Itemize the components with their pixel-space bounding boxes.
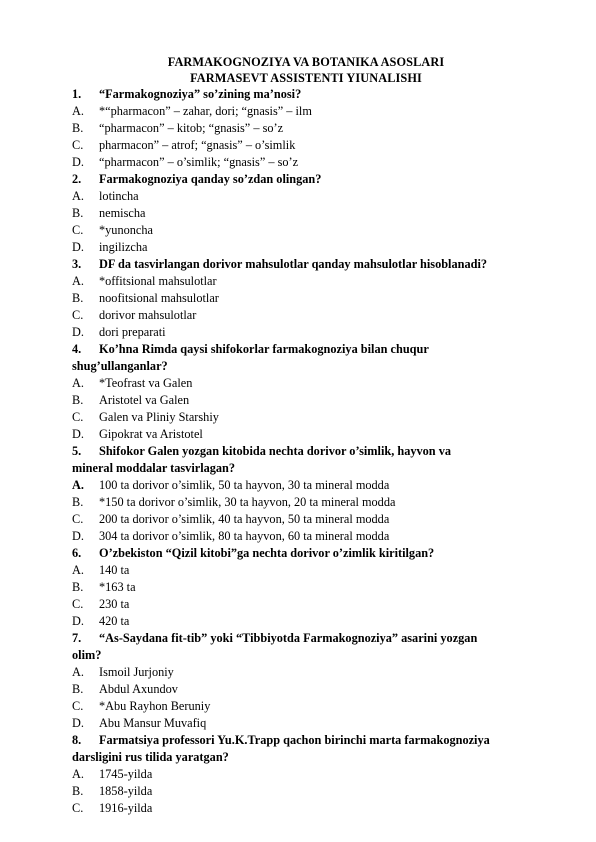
question-5 xyxy=(72,443,540,477)
question-number: 7. xyxy=(72,631,82,645)
option-text: 304 ta dorivor o’simlik, 80 ta hayvon, 60 ta mineral modda xyxy=(99,529,390,543)
option-text: noofitsional mahsulotlar xyxy=(99,291,219,305)
option-text: dori preparati xyxy=(99,325,166,339)
option-text: Abu Mansur Muvafiq xyxy=(99,716,207,730)
option-text: 140 ta xyxy=(99,563,130,577)
answer-option xyxy=(72,222,540,239)
answer-option xyxy=(72,664,540,681)
option-text: *163 ta xyxy=(99,580,136,594)
question-text: Farmakognoziya qanday so’zdan olingan? xyxy=(99,172,322,186)
option-text: *“pharmacon” – zahar, dori; “gnasis” – ilm xyxy=(99,104,312,118)
question-text: Farmatsiya professori Yu.K.Trapp qachon birinchi marta farmakognoziya xyxy=(99,733,490,747)
question-text: Ko’hna Rimda qaysi shifokorlar farmakognoziya bilan chuqur xyxy=(99,342,429,356)
question-7 xyxy=(72,630,540,664)
option-text: *yunoncha xyxy=(99,223,153,237)
answer-option xyxy=(72,562,540,579)
question-8 xyxy=(72,732,540,766)
option-text: “pharmacon” – o’simlik; “gnasis” – so’z xyxy=(99,155,299,169)
answer-option xyxy=(72,120,540,137)
option-text: ingilizcha xyxy=(99,240,148,254)
option-text: *offitsional mahsulotlar xyxy=(99,274,217,288)
option-text: 1745-yilda xyxy=(99,767,153,781)
option-letter: B. xyxy=(72,206,84,220)
answer-option xyxy=(72,137,540,154)
option-letter: A. xyxy=(72,767,84,781)
question-list xyxy=(72,86,540,817)
option-letter: D. xyxy=(72,240,84,254)
option-text: 100 ta dorivor o’simlik, 50 ta hayvon, 30 ta mineral modda xyxy=(99,478,390,492)
option-text: Ismoil Jurjoniy xyxy=(99,665,174,679)
option-letter: C. xyxy=(72,801,84,815)
question-4 xyxy=(72,341,540,375)
option-text: *Abu Rayhon Beruniy xyxy=(99,699,211,713)
answer-option xyxy=(72,375,540,392)
option-letter: B. xyxy=(72,495,84,509)
option-letter: A. xyxy=(72,478,84,492)
question-number: 3. xyxy=(72,257,82,271)
question-2 xyxy=(72,171,540,188)
option-letter: A. xyxy=(72,376,84,390)
option-text: dorivor mahsulotlar xyxy=(99,308,197,322)
answer-option xyxy=(72,239,540,256)
option-text: nemischa xyxy=(99,206,146,220)
answer-option xyxy=(72,103,540,120)
question-number: 6. xyxy=(72,546,82,560)
option-letter: D. xyxy=(72,716,84,730)
option-letter: A. xyxy=(72,563,84,577)
answer-option xyxy=(72,528,540,545)
option-letter: B. xyxy=(72,682,84,696)
option-text: 1916-yilda xyxy=(99,801,153,815)
option-letter: C. xyxy=(72,223,84,237)
answer-option xyxy=(72,426,540,443)
question-text-continued: darsligini rus tilida yaratgan? xyxy=(72,750,229,764)
answer-option xyxy=(72,766,540,783)
option-text: Galen va Pliniy Starshiy xyxy=(99,410,219,424)
option-text: lotincha xyxy=(99,189,139,203)
option-text: 420 ta xyxy=(99,614,130,628)
question-text-continued: olim? xyxy=(72,648,102,662)
answer-option xyxy=(72,698,540,715)
answer-option xyxy=(72,392,540,409)
question-text: Shifokor Galen yozgan kitobida nechta dorivor o’simlik, hayvon va xyxy=(99,444,451,458)
option-letter: D. xyxy=(72,614,84,628)
option-letter: B. xyxy=(72,393,84,407)
option-letter: D. xyxy=(72,529,84,543)
option-text: *150 ta dorivor o’simlik, 30 ta hayvon, 20 ta mineral modda xyxy=(99,495,396,509)
answer-option xyxy=(72,494,540,511)
option-text: Abdul Axundov xyxy=(99,682,178,696)
option-letter: B. xyxy=(72,121,84,135)
question-number: 5. xyxy=(72,444,82,458)
option-letter: A. xyxy=(72,104,84,118)
option-text: 200 ta dorivor o’simlik, 40 ta hayvon, 50 ta mineral modda xyxy=(99,512,390,526)
answer-option xyxy=(72,154,540,171)
question-3 xyxy=(72,256,540,273)
answer-option xyxy=(72,579,540,596)
answer-option xyxy=(72,188,540,205)
option-letter: C. xyxy=(72,699,84,713)
option-letter: A. xyxy=(72,274,84,288)
answer-option xyxy=(72,290,540,307)
option-letter: C. xyxy=(72,138,84,152)
option-letter: A. xyxy=(72,189,84,203)
answer-option xyxy=(72,715,540,732)
question-text: O’zbekiston “Qizil kitobi”ga nechta dorivor o’zimlik kiritilgan? xyxy=(99,546,435,560)
option-letter: D. xyxy=(72,427,84,441)
document-title: FARMAKOGNOZIYA VA BOTANIKA ASOSLARI xyxy=(167,55,445,69)
document-subtitle: FARMASEVT ASSISTENTI YIUNALISHI xyxy=(190,71,422,85)
answer-option xyxy=(72,324,540,341)
question-6 xyxy=(72,545,540,562)
answer-option xyxy=(72,511,540,528)
answer-option xyxy=(72,409,540,426)
answer-option xyxy=(72,596,540,613)
option-text: Gipokrat va Aristotel xyxy=(99,427,203,441)
option-letter: C. xyxy=(72,512,84,526)
answer-option xyxy=(72,783,540,800)
answer-option xyxy=(72,307,540,324)
question-1 xyxy=(72,86,540,103)
question-number: 2. xyxy=(72,172,82,186)
option-letter: C. xyxy=(72,597,84,611)
option-letter: C. xyxy=(72,410,84,424)
option-letter: A. xyxy=(72,665,84,679)
option-text: “pharmacon” – kitob; “gnasis” – so’z xyxy=(99,121,284,135)
answer-option xyxy=(72,477,540,494)
option-letter: B. xyxy=(72,784,84,798)
option-text: *Teofrast va Galen xyxy=(99,376,193,390)
question-text-continued: mineral moddalar tasvirlagan? xyxy=(72,461,236,475)
question-number: 8. xyxy=(72,733,82,747)
answer-option xyxy=(72,205,540,222)
option-text: pharmacon” – atrof; “gnasis” – o’simlik xyxy=(99,138,296,152)
question-text: “Farmakognoziya” so’zining ma’nosi? xyxy=(99,87,302,101)
option-letter: B. xyxy=(72,580,84,594)
answer-option xyxy=(72,613,540,630)
question-text: DF da tasvirlangan dorivor mahsulotlar qanday mahsulotlar hisoblanadi? xyxy=(99,257,488,271)
question-text-continued: shug’ullanganlar? xyxy=(72,359,168,373)
answer-option xyxy=(72,681,540,698)
question-text: “As-Saydana fit-tib” yoki “Tibbiyotda Farmakognoziya” asarini yozgan xyxy=(99,631,478,645)
option-text: 1858-yilda xyxy=(99,784,153,798)
option-letter: B. xyxy=(72,291,84,305)
question-number: 4. xyxy=(72,342,82,356)
answer-option xyxy=(72,273,540,290)
question-number: 1. xyxy=(72,87,82,101)
option-letter: C. xyxy=(72,308,84,322)
option-text: Aristotel va Galen xyxy=(99,393,190,407)
option-text: 230 ta xyxy=(99,597,130,611)
option-letter: D. xyxy=(72,155,84,169)
answer-option xyxy=(72,800,540,817)
option-letter: D. xyxy=(72,325,84,339)
